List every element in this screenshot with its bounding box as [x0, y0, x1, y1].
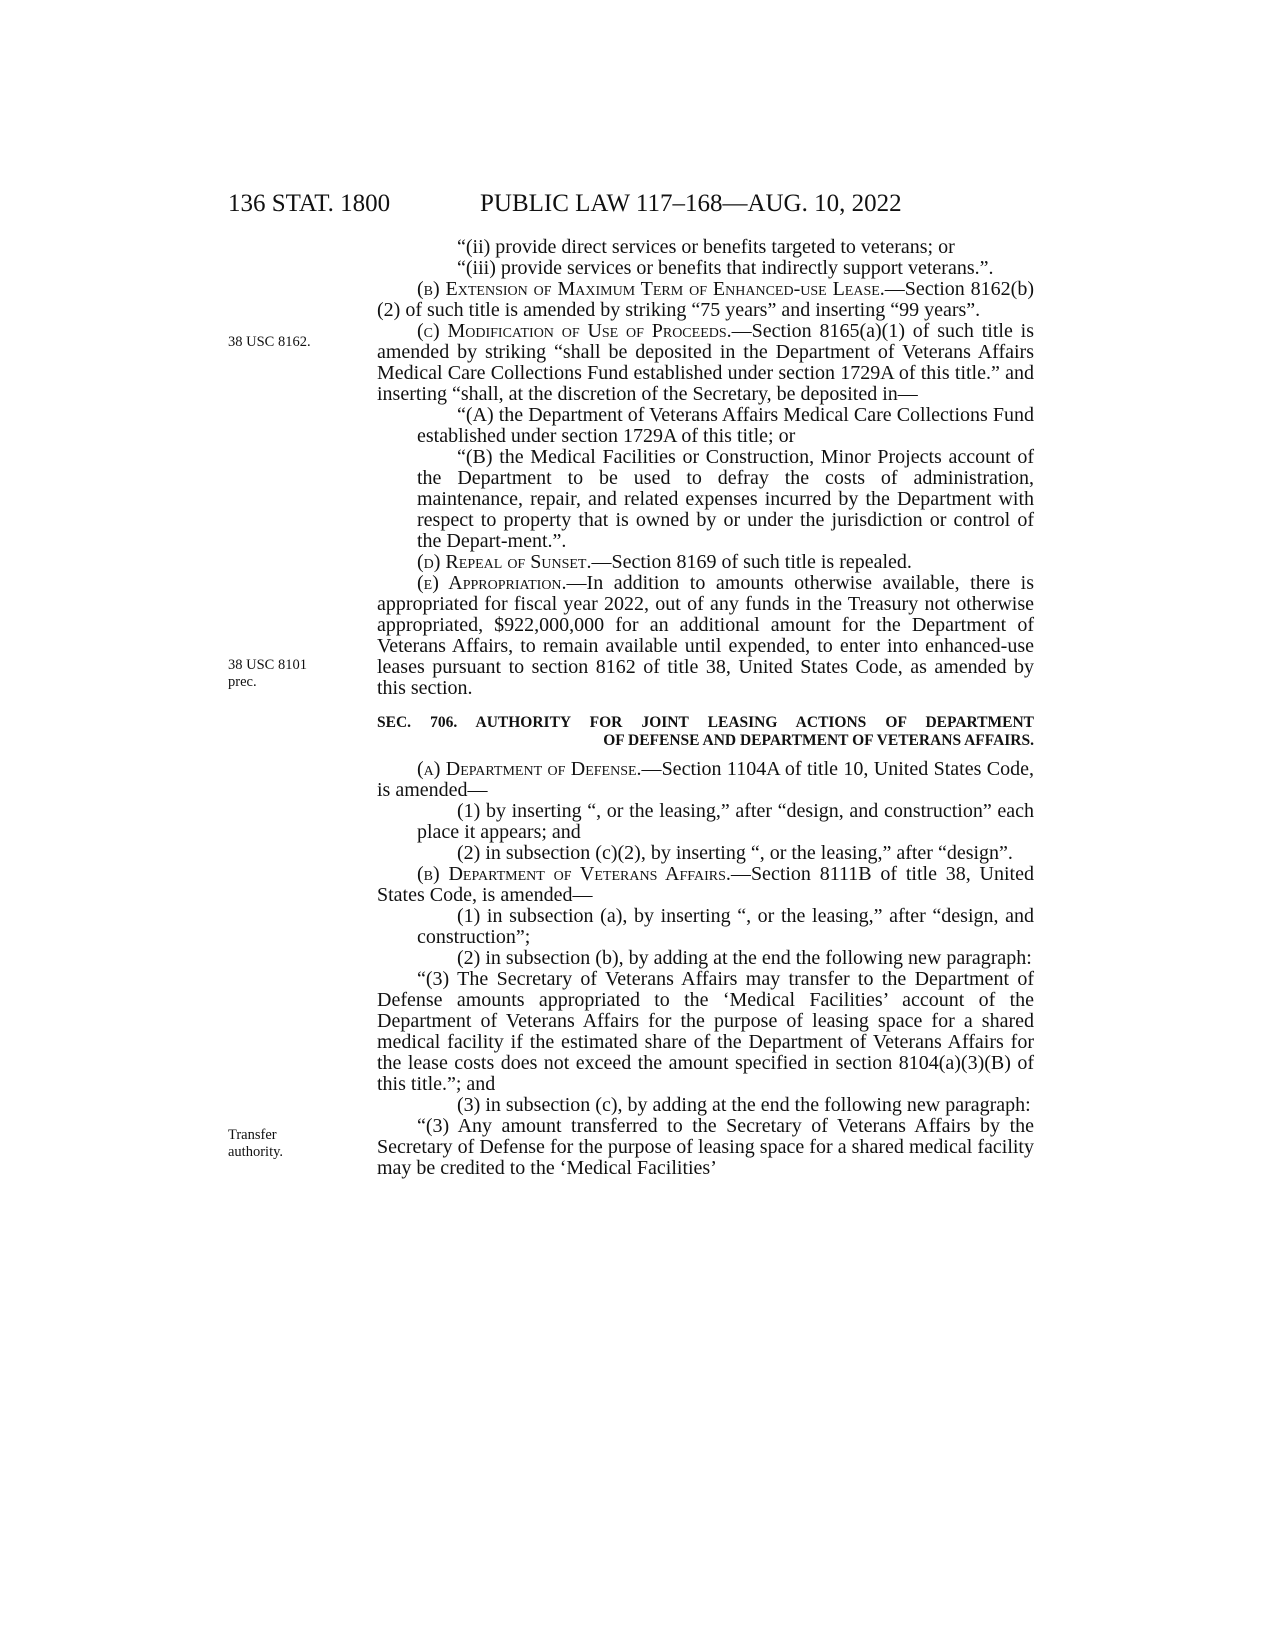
subsection-heading: (a) Department of Defense.—	[417, 758, 662, 780]
sec706-a-paragraph-1: (1) by inserting “, or the leasing,” after “design, and construction” each place it appears; and	[417, 800, 1034, 843]
subsection-text: Section 8165(a)(1) of such title is amended by striking “shall be deposited in the Department of Veterans Affairs Medical Care Collections Fund established under section 1729A of this title.” and inserting “shall, at the discretion of the Secretary, be deposited in—	[377, 320, 1034, 405]
margin-note-line: 38 USC 8101	[228, 657, 307, 673]
margin-note-line: prec.	[228, 674, 257, 690]
section-heading-line: OF DEFENSE AND DEPARTMENT OF VETERANS AFFAIRS.	[603, 732, 1034, 749]
margin-note-38-usc-8162: 38 USC 8162.	[228, 334, 311, 350]
sec706-a-paragraph-2: (2) in subsection (c)(2), by inserting “, or the leasing,” after “design”.	[457, 842, 1013, 864]
subsection-text: Section 8162(b)(2) of such title is amended by striking “75 years” and inserting “99 years”.	[377, 278, 1035, 321]
subsection-heading: (d) Repeal of Sunset.—	[417, 551, 612, 573]
margin-note-38-usc-8101	[228, 657, 338, 691]
section-heading-line: SEC. 706. AUTHORITY FOR JOINT LEASING ACTIONS OF DEPARTMENT	[377, 714, 1034, 731]
clause-ii: “(ii) provide direct services or benefits targeted to veterans; or	[457, 236, 955, 258]
sec706-c-quoted-paragraph-3: “(3) Any amount transferred to the Secretary of Veterans Affairs by the Secretary of Defense for the purpose of leasing space for a shared medical facility may be credited to the ‘Medical Facilities’	[377, 1115, 1034, 1179]
body-text	[377, 237, 1034, 1179]
subsection-c	[377, 321, 1034, 405]
subsection-text: Section 8169 of such title is repealed.	[611, 551, 912, 573]
clause-a: “(A) the Department of Veterans Affairs Medical Care Collections Fund established under section 1729A of this title; or	[417, 404, 1034, 447]
margin-note-line: Transfer	[228, 1127, 277, 1143]
sec706-b-paragraph-1: (1) in subsection (a), by inserting “, or the leasing,” after “design, and construction”;	[417, 905, 1034, 948]
clause-iii: “(iii) provide services or benefits that indirectly support veterans.”.	[457, 257, 994, 279]
subsection-text: Section 8111B of title 38, United States Code, is amended—	[377, 863, 1034, 906]
subsection-heading: (b) Extension of Maximum Term of Enhanced-use Lease.—	[417, 278, 905, 300]
subsection-text: In addition to amounts otherwise available, there is appropriated for fiscal year 2022, out of any funds in the Treasury not otherwise appropriated, $922,000,000 for an additional amount for the Department of Veterans Affairs, to remain available until expended, to enter into enhanced-use leases pursuant to section 8162 of title 38, United States Code, as amended by this section.	[377, 572, 1035, 699]
sec706-subsection-b	[377, 864, 1034, 906]
subsection-d	[377, 552, 1034, 573]
clause-b: “(B) the Medical Facilities or Construction, Minor Projects account of the Department to be used to defray the costs of administration, maintenance, repair, and related expenses incurred by the Department with respect to property that is owned by or under the jurisdiction or control of the Depart-ment.”.	[417, 446, 1034, 552]
sec706-b-paragraph-2: (2) in subsection (b), by adding at the end the following new paragraph:	[457, 947, 1032, 969]
section-706-heading	[377, 714, 1034, 750]
sec706-b-quoted-paragraph-3: “(3) The Secretary of Veterans Affairs may transfer to the Department of Defense amounts appropriated to the ‘Medical Facilities’ account of the Department of Veterans Affairs for the purpose of leasing space for a shared medical facility if the estimated share of the Department of Veterans Affairs for the lease costs does not exceed the amount specified in section 8104(a)(3)(B) of this title.”; and	[377, 968, 1034, 1095]
subsection-e	[377, 573, 1034, 699]
subsection-heading: (e) Appropriation.—	[417, 572, 587, 594]
margin-note-transfer-authority	[228, 1127, 338, 1161]
margin-note-line: authority.	[228, 1144, 284, 1160]
subsection-b	[377, 279, 1034, 321]
subsection-heading: (b) Department of Veterans Affairs.—	[417, 863, 751, 885]
subsection-text: Section 1104A of title 10, United States Code, is amended—	[377, 758, 1034, 801]
sec706-b-paragraph-3: (3) in subsection (c), by adding at the end the following new paragraph:	[457, 1094, 1031, 1116]
public-law-header: PUBLIC LAW 117–168—AUG. 10, 2022	[480, 190, 902, 217]
stat-page-number: 136 STAT. 1800	[228, 190, 391, 217]
subsection-heading: (c) Modification of Use of Proceeds.—	[417, 320, 752, 342]
sec706-subsection-a	[377, 759, 1034, 801]
